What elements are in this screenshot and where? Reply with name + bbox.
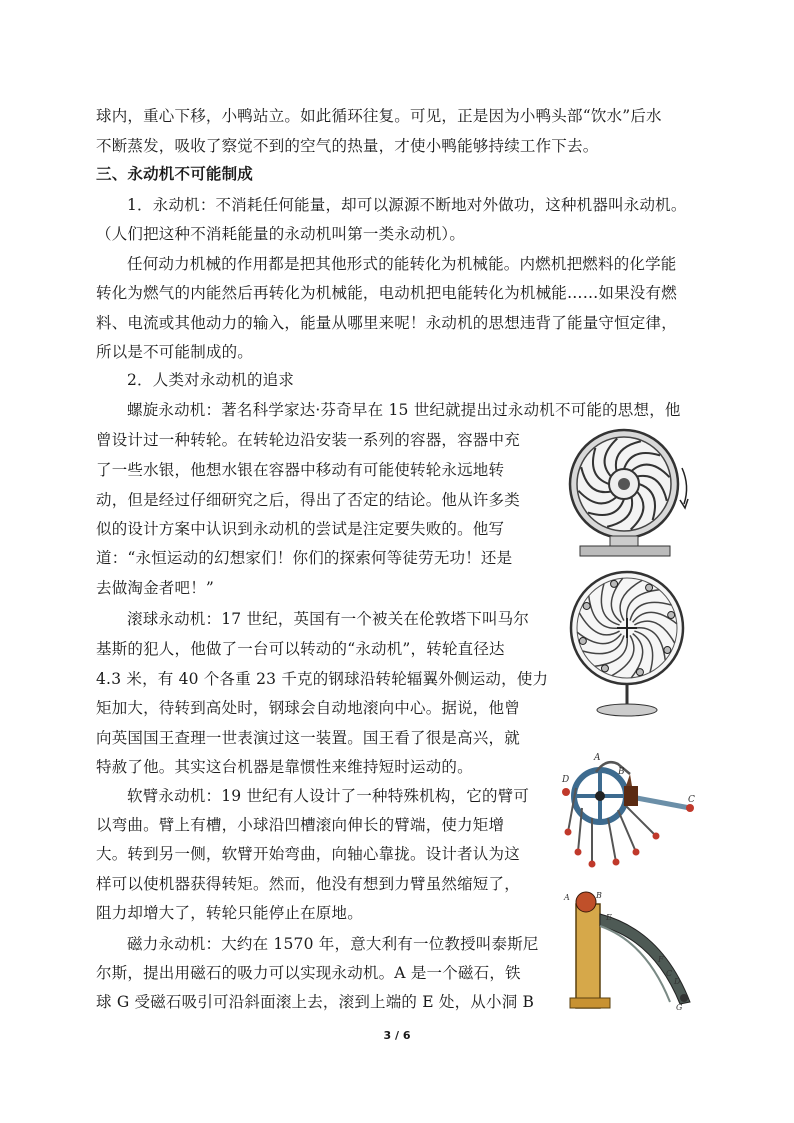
text-line: 道：“永恒运动的幻想家们！你们的探索何等徒劳无功！还是 [96, 549, 513, 567]
text-line: （人们把这种不消耗能量的永动机叫第一类永动机）。 [96, 225, 466, 243]
text-line: 螺旋永动机：著名科学家达·芬奇早在 15 世纪就提出过永动机不可能的思想，他 [127, 401, 681, 419]
text-line: 似的设计方案中认识到永动机的尝试是注定要失败的。他写 [96, 520, 505, 538]
steel-ball [611, 580, 618, 587]
figure-label: C [688, 795, 695, 805]
steel-ball [579, 637, 586, 644]
text-line: 矩加大，待转到高处时，钢球会自动地滚向中心。据说，他曾 [96, 699, 520, 717]
steel-ball [646, 584, 653, 591]
text-line: 料、电流或其他动力的输入，能量从哪里来呢！永动机的思想违背了能量守恒定律， [96, 314, 677, 332]
text-line: 基斯的犯人，他做了一台可以转动的“永动机”，转轮直径达 [96, 640, 505, 658]
figure-label: A [564, 893, 570, 902]
figure-label: E [606, 913, 612, 922]
text-line: 阻力却增大了，转轮只能停止在原地。 [96, 904, 363, 922]
flexible-arm-figure [560, 752, 700, 872]
subheading: 2．人类对永动机的追求 [127, 371, 295, 389]
text-line: 了一些水银，他想水银在容器中移动有可能使转轮永远地转 [96, 461, 505, 479]
text-line: 去做淘金者吧！” [96, 579, 215, 597]
steel-ball [583, 602, 590, 609]
figure-label: G [676, 1003, 683, 1012]
text-line: 以弯曲。臂上有槽，小球沿凹槽滚向伸长的臂端，使力矩增 [96, 816, 505, 834]
figure-label: C [666, 969, 673, 978]
text-line: 不断蒸发，吸收了察觉不到的空气的热量，才使小鸭能够持续工作下去。 [96, 137, 599, 155]
magnetic-ramp-figure [562, 890, 702, 1012]
figure-label: D [674, 977, 681, 986]
steel-ball [636, 669, 643, 676]
steel-ball [601, 665, 608, 672]
text-line: 球 G 受磁石吸引可沿斜面滚上去，滚到上端的 E 处，从小洞 B [96, 993, 535, 1011]
text-line: 大。转到另一侧，软臂开始弯曲，向轴心靠拢。设计者认为这 [96, 845, 520, 863]
text-line: 4.3 米，有 40 个各重 23 千克的钢球沿转轮辐翼外侧运动，使力 [96, 670, 549, 688]
text-line: 滚球永动机：17 世纪，英国有一个被关在伦敦塔下叫马尔 [127, 610, 530, 628]
text-line: 转化为燃气的内能然后再转化为机械能，电动机把电能转化为机械能……如果没有燃 [96, 284, 677, 302]
steel-ball [668, 612, 675, 619]
text-line: 特赦了他。其实这台机器是靠惯性来维持短时运动的。 [96, 758, 473, 776]
text-line: 1．永动机：不消耗任何能量，却可以源源不断地对外做功，这种机器叫永动机。 [127, 196, 687, 214]
text-line: 磁力永动机：大约在 1570 年，意大利有一位教授叫泰斯尼 [127, 935, 539, 953]
text-line: 动，但是经过仔细研究之后，得出了否定的结论。他从许多类 [96, 491, 520, 509]
text-line: 所以是不可能制成的。 [96, 343, 254, 361]
page-number: 3 / 6 [383, 1029, 411, 1042]
text-line: 任何动力机械的作用都是把其他形式的能转化为机械能。内燃机把燃料的化学能 [127, 255, 677, 273]
figure-label: D [562, 775, 570, 785]
steel-ball [664, 647, 671, 654]
figure-label: F [658, 955, 664, 964]
figure-label: B [618, 767, 625, 777]
text-line: 软臂永动机：19 世纪有人设计了一种特殊机构，它的臂可 [127, 787, 530, 805]
figure-label: A [594, 753, 601, 763]
text-line: 向英国国王查理一世表演过这一装置。国王看了很是高兴，就 [96, 729, 520, 747]
text-line: 尔斯，提出用磁石的吸力可以实现永动机。A 是一个磁石，铁 [96, 964, 521, 982]
spiral-wheel-figure [560, 428, 700, 560]
figure-label: B [596, 891, 602, 900]
text-line: 样可以使机器获得转矩。然而，他没有想到力臂虽然缩短了， [96, 875, 520, 893]
rolling-ball-wheel-figure [555, 570, 700, 720]
section-heading: 三、永动机不可能制成 [96, 165, 254, 183]
text-line: 曾设计过一种转轮。在转轮边沿安装一系列的容器，容器中充 [96, 431, 520, 449]
text-line: 球内，重心下移，小鸭站立。如此循环往复。可见，正是因为小鸭头部“饮水”后水 [96, 107, 662, 125]
